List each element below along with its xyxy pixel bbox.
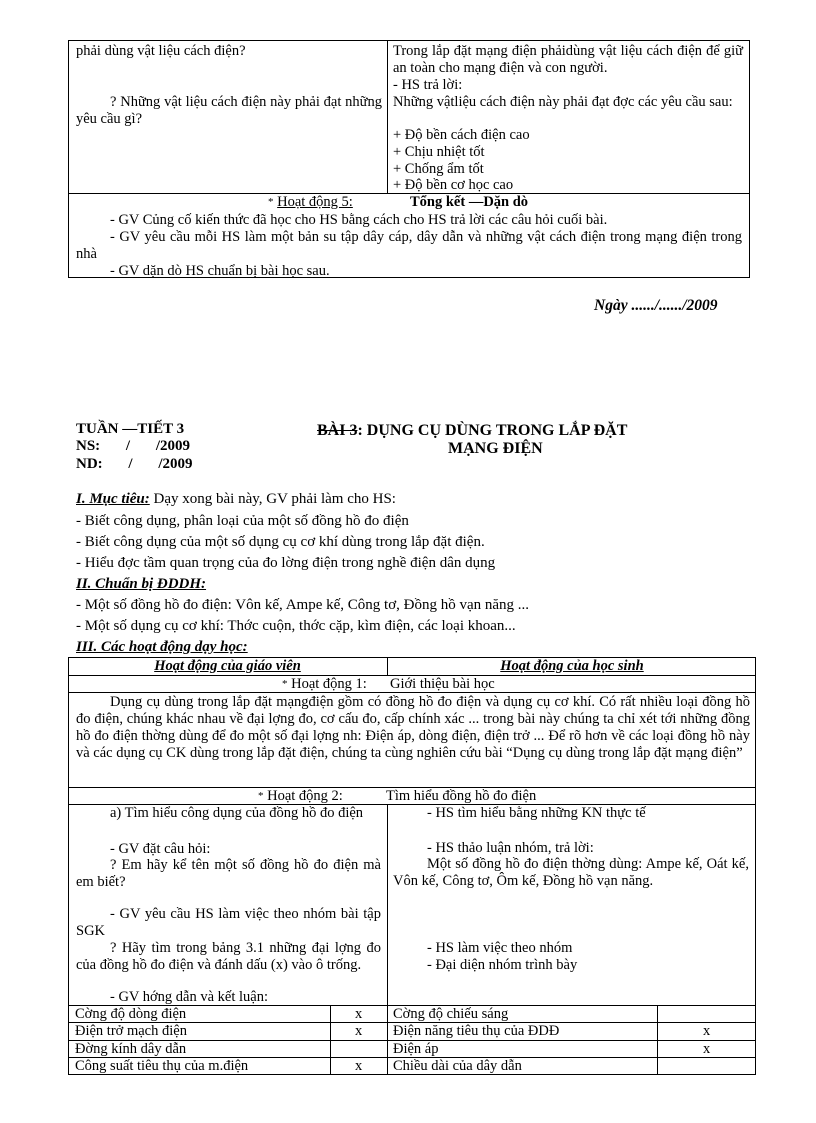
lesson-title-1: DỤNG CỤ DÙNG TRONG LẮP ĐẶT: [366, 422, 628, 439]
ns-label: NS: / /2009: [76, 438, 191, 454]
activity2-student-3: Một số đồng hồ đo điện thờng dùng: Ampe kế, Oát kế, Vôn kế, Công tơ, Ôm kế, Đồng hồ vạn năng.: [393, 856, 749, 889]
top-right-answer-2: - HS trả lời:: [393, 77, 463, 93]
measure-row-4-left: Công suất tiêu thụ của m.điện: [75, 1058, 249, 1074]
week-label: TUẦN —TIẾT 3: [76, 421, 185, 437]
activity1-star: *: [282, 678, 288, 690]
top-right-item-4: + Độ bền cơ học cao: [393, 177, 514, 193]
measure-row-4-left-mark: x: [355, 1058, 363, 1074]
measure-row-2-right: Điện năng tiêu thụ của ĐDĐ: [393, 1023, 560, 1039]
activity1-title: Giới thiệu bài học: [390, 676, 495, 692]
top-left-question-1: phải dùng vật liệu cách điện?: [76, 43, 246, 59]
lesson-colon: :: [357, 422, 363, 439]
col-student-header: Hoạt động của học sinh: [500, 658, 644, 674]
activity2-star: *: [258, 790, 264, 802]
top-right-item-1: + Độ bền cách điện cao: [393, 127, 530, 143]
activity2-teacher-3: ? Em hãy kể tên một số đồng hồ đo điện mà em biết?: [76, 857, 381, 890]
activity5-line-1: - GV Củng cố kiến thức đã học cho HS bằng cách cho HS trả lời các câu hỏi cuối bài.: [110, 212, 608, 228]
measure-row-1-left: Cờng độ dòng điện: [75, 1006, 187, 1022]
activity2-heading: [258, 788, 343, 805]
activity2-teacher-4: - GV yêu cầu HS làm việc theo nhóm bài tập SGK: [76, 906, 381, 939]
nd-label: ND: / /2009: [76, 456, 193, 472]
measure-row-4-right: Chiều dài của dây dẫn: [393, 1058, 522, 1074]
lesson-title-2: MẠNG ĐIỆN: [448, 440, 543, 457]
section1-intro: Dạy xong bài này, GV phải làm cho HS:: [153, 491, 396, 507]
section2-item-1: - Một số đồng hồ đo điện: Vôn kế, Ampe kế, Công tơ, Đồng hồ vạn năng ...: [76, 597, 530, 613]
lesson-label: BÀI 3: [317, 422, 358, 439]
measure-divider-left: [330, 1005, 331, 1075]
lesson-title-line-1: [317, 423, 627, 440]
top-left-question-2: ? Những vật liệu cách điện này phải đạt những yêu cầu gì?: [76, 94, 382, 127]
measure-divider-right: [657, 1005, 658, 1075]
section2-item-2: - Một số dụng cụ cơ khí: Thớc cuộn, thớc cặp, kìm điện, các loại khoan...: [76, 618, 516, 634]
top-right-answer-3: Những vậtliệu cách điện này phải đạt đợc các yêu cầu sau:: [393, 94, 733, 110]
activity5-label: Hoạt động 5:: [277, 194, 353, 210]
activity5-line-2: - GV yêu cầu mỗi HS làm một bản su tập dây cáp, dây dẫn và những vật cách điện trong mạng điện trong nhà: [76, 229, 742, 262]
measure-row-3-right-mark: x: [703, 1041, 711, 1057]
top-right-item-3: + Chống ẩm tốt: [393, 161, 484, 177]
section1-heading: I. Mục tiêu:: [76, 491, 150, 507]
activity5-star: *: [268, 196, 274, 208]
activity2-student-2: - HS thảo luận nhóm, trả lời:: [427, 840, 594, 856]
measure-row-2-left: Điện trở mạch điện: [75, 1023, 187, 1039]
activity5-heading: [268, 194, 353, 211]
activity2-label: Hoạt động 2:: [267, 788, 343, 804]
top-right-answer-1: Trong lắp đặt mạng điện phảidùng vật liệu cách điện để giữ an toàn cho mạng điện và con người.: [393, 43, 743, 76]
col-teacher-header: Hoạt động của giáo viên: [154, 658, 301, 674]
section1-heading-row: [76, 491, 396, 508]
activity1-text: Dụng cụ dùng trong lắp đặt mạngđiện gồm có đồng hồ đo điện và dụng cụ cơ khí. Có rất nhiều loại đồng hồ đo điện, chúng khác nhau về đại lợng đo, cơ cấu đo, cấp chính xác ... trong bài này chúng ta chỉ xét tới những đồng hồ đo điện thờng dùng để đo một số đại lợng nh: Điện áp, dòng điện, điện trở ... Để rõ hơn về các loại đồng hồ này và các dụng cụ CK dùng trong lắp đặt điện, chúng ta cùng nghiên cứu bài “Dụng cụ dùng trong lắp đặt mạng điện”: [76, 694, 750, 761]
measure-row-2-left-mark: x: [355, 1023, 363, 1039]
activity2-student-1: - HS tìm hiểu bằng những KN thực tế: [427, 805, 646, 821]
activity2-student-5: - Đại diện nhóm trình bày: [427, 957, 578, 973]
activity2-teacher-6: - GV hớng dẫn và kết luận:: [110, 989, 269, 1005]
activity2-teacher-1: a) Tìm hiểu công dụng của đồng hồ đo điện: [110, 805, 364, 821]
activity2-student-4: - HS làm việc theo nhóm: [427, 940, 573, 956]
top-table-divider: [387, 40, 388, 193]
section1-item-2: - Biết công dụng của một số dụng cụ cơ khí dùng trong lắp đặt điện.: [76, 534, 485, 550]
activity2-title: Tìm hiểu đồng hồ đo điện: [386, 788, 537, 804]
measure-row-1-right: Cờng độ chiếu sáng: [393, 1006, 509, 1022]
section3-heading: III. Các hoạt động dạy học:: [76, 639, 248, 655]
top-right-item-2: + Chịu nhiệt tốt: [393, 144, 485, 160]
measure-row-2-right-mark: x: [703, 1023, 711, 1039]
main-table-divider-act2: [387, 804, 388, 1075]
section2-heading: II. Chuẩn bị ĐDDH:: [76, 576, 207, 592]
activity2-teacher-5: ? Hãy tìm trong bảng 3.1 những đại lợng đo của đồng hồ đo điện và đánh dấu (x) vào ô trống.: [76, 940, 381, 973]
section1-item-1: - Biết công dụng, phân loại của một số đồng hồ đo điện: [76, 513, 409, 529]
activity5-title: Tổng kết —Dặn dò: [410, 194, 529, 210]
measure-row-3-left: Đờng kính dây dẫn: [75, 1041, 187, 1057]
activity2-teacher-2: - GV đặt câu hỏi:: [110, 841, 211, 857]
section1-item-3: - Hiểu đợc tầm quan trọng của đo lờng điện trong nghề điện dân dụng: [76, 555, 496, 571]
activity1-heading: [282, 676, 367, 693]
activity1-label: Hoạt động 1:: [291, 676, 367, 692]
activity5-line-3: - GV dặn dò HS chuẩn bị bài học sau.: [110, 263, 330, 279]
measure-row-3-right: Điện áp: [393, 1041, 439, 1057]
date-line: Ngày ....../....../2009: [594, 297, 718, 314]
measure-row-1-left-mark: x: [355, 1006, 363, 1022]
